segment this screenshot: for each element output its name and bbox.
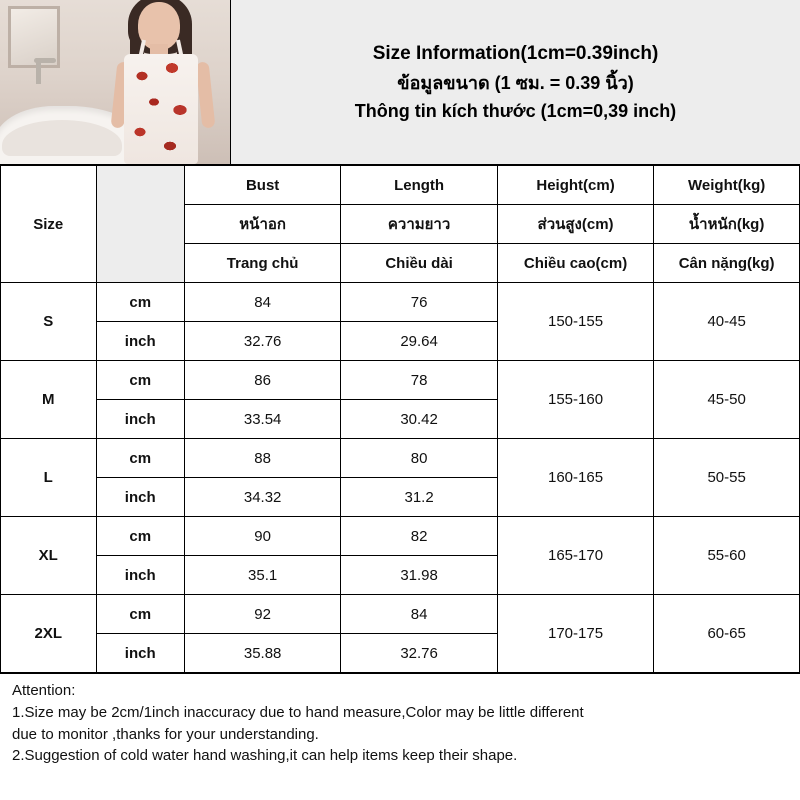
- table-row: [1, 439, 800, 478]
- m-height: 155-160: [497, 361, 653, 439]
- s-weight: 40-45: [654, 283, 800, 361]
- attention-line-3: 2.Suggestion of cold water hand washing,it can help items keep their shape.: [12, 747, 518, 765]
- l-length-inch: 31.2: [341, 478, 497, 517]
- floral-dress: [124, 54, 198, 164]
- row-size-xl: XL: [1, 517, 97, 595]
- size-header-spacer: [96, 166, 184, 283]
- faucet-shape: [36, 58, 41, 84]
- l-bust-cm: 88: [184, 439, 340, 478]
- title-thai: ข้อมูลขนาด (1 ซม. = 0.39 นิ้ว): [397, 72, 634, 93]
- xxl-length-cm: 84: [341, 595, 497, 634]
- xl-bust-inch: 35.1: [184, 556, 340, 595]
- col-length-vi: Chiều dài: [341, 244, 497, 283]
- s-height: 150-155: [497, 283, 653, 361]
- xxl-height: 170-175: [497, 595, 653, 673]
- unit-cm: cm: [96, 439, 184, 478]
- l-weight: 50-55: [654, 439, 800, 517]
- unit-inch: inch: [96, 556, 184, 595]
- l-length-cm: 80: [341, 439, 497, 478]
- s-length-inch: 29.64: [341, 322, 497, 361]
- xl-length-inch: 31.98: [341, 556, 497, 595]
- unit-cm: cm: [96, 517, 184, 556]
- model-arm-right: [196, 62, 216, 129]
- xxl-weight: 60-65: [654, 595, 800, 673]
- row-size-s: S: [1, 283, 97, 361]
- col-length-en: Length: [341, 166, 497, 205]
- title-vietnamese: Thông tin kích thước (1cm=0,39 inch): [354, 100, 677, 121]
- attention-heading: Attention:: [12, 682, 76, 699]
- col-bust-vi: Trang chủ: [184, 244, 340, 283]
- attention-line-2: due to monitor ,thanks for your understanding.: [12, 725, 319, 743]
- xxl-bust-cm: 92: [184, 595, 340, 634]
- row-size-2xl: 2XL: [1, 595, 97, 673]
- table-row: [1, 595, 800, 634]
- unit-inch: inch: [96, 322, 184, 361]
- xl-length-cm: 82: [341, 517, 497, 556]
- l-height: 160-165: [497, 439, 653, 517]
- table-row: [1, 361, 800, 400]
- model-figure: [98, 0, 224, 164]
- row-size-m: M: [1, 361, 97, 439]
- unit-inch: inch: [96, 478, 184, 517]
- col-height-vi: Chiều cao(cm): [497, 244, 653, 283]
- m-bust-inch: 33.54: [184, 400, 340, 439]
- row-size-l: L: [1, 439, 97, 517]
- col-bust-th: หน้าอก: [184, 205, 340, 244]
- col-height-th: ส่วนสูง(cm): [497, 205, 653, 244]
- product-photo: [0, 0, 231, 164]
- unit-inch: inch: [96, 400, 184, 439]
- attention-line-1: 1.Size may be 2cm/1inch inaccuracy due to hand measure,Color may be little different: [12, 703, 584, 721]
- xl-bust-cm: 90: [184, 517, 340, 556]
- table-row: [1, 283, 800, 322]
- size-table: [0, 165, 800, 673]
- title-block: [231, 0, 800, 164]
- m-length-cm: 78: [341, 361, 497, 400]
- table-header-row-en: [1, 166, 800, 205]
- s-bust-inch: 32.76: [184, 322, 340, 361]
- col-height-en: Height(cm): [497, 166, 653, 205]
- header: [0, 0, 800, 165]
- table-row: [1, 517, 800, 556]
- xl-height: 165-170: [497, 517, 653, 595]
- m-weight: 45-50: [654, 361, 800, 439]
- unit-cm: cm: [96, 283, 184, 322]
- xl-weight: 55-60: [654, 517, 800, 595]
- col-bust-en: Bust: [184, 166, 340, 205]
- unit-cm: cm: [96, 595, 184, 634]
- l-bust-inch: 34.32: [184, 478, 340, 517]
- col-length-th: ความยาว: [341, 205, 497, 244]
- attention-block: [0, 673, 800, 777]
- m-bust-cm: 86: [184, 361, 340, 400]
- unit-inch: inch: [96, 634, 184, 673]
- s-length-cm: 76: [341, 283, 497, 322]
- title-english: Size Information(1cm=0.39inch): [372, 42, 659, 64]
- xxl-length-inch: 32.76: [341, 634, 497, 673]
- col-weight-vi: Cân nặng(kg): [654, 244, 800, 283]
- xxl-bust-inch: 35.88: [184, 634, 340, 673]
- size-header-cell: Size: [1, 166, 97, 283]
- m-length-inch: 30.42: [341, 400, 497, 439]
- col-weight-th: น้ำหนัก(kg): [654, 205, 800, 244]
- unit-cm: cm: [96, 361, 184, 400]
- s-bust-cm: 84: [184, 283, 340, 322]
- col-weight-en: Weight(kg): [654, 166, 800, 205]
